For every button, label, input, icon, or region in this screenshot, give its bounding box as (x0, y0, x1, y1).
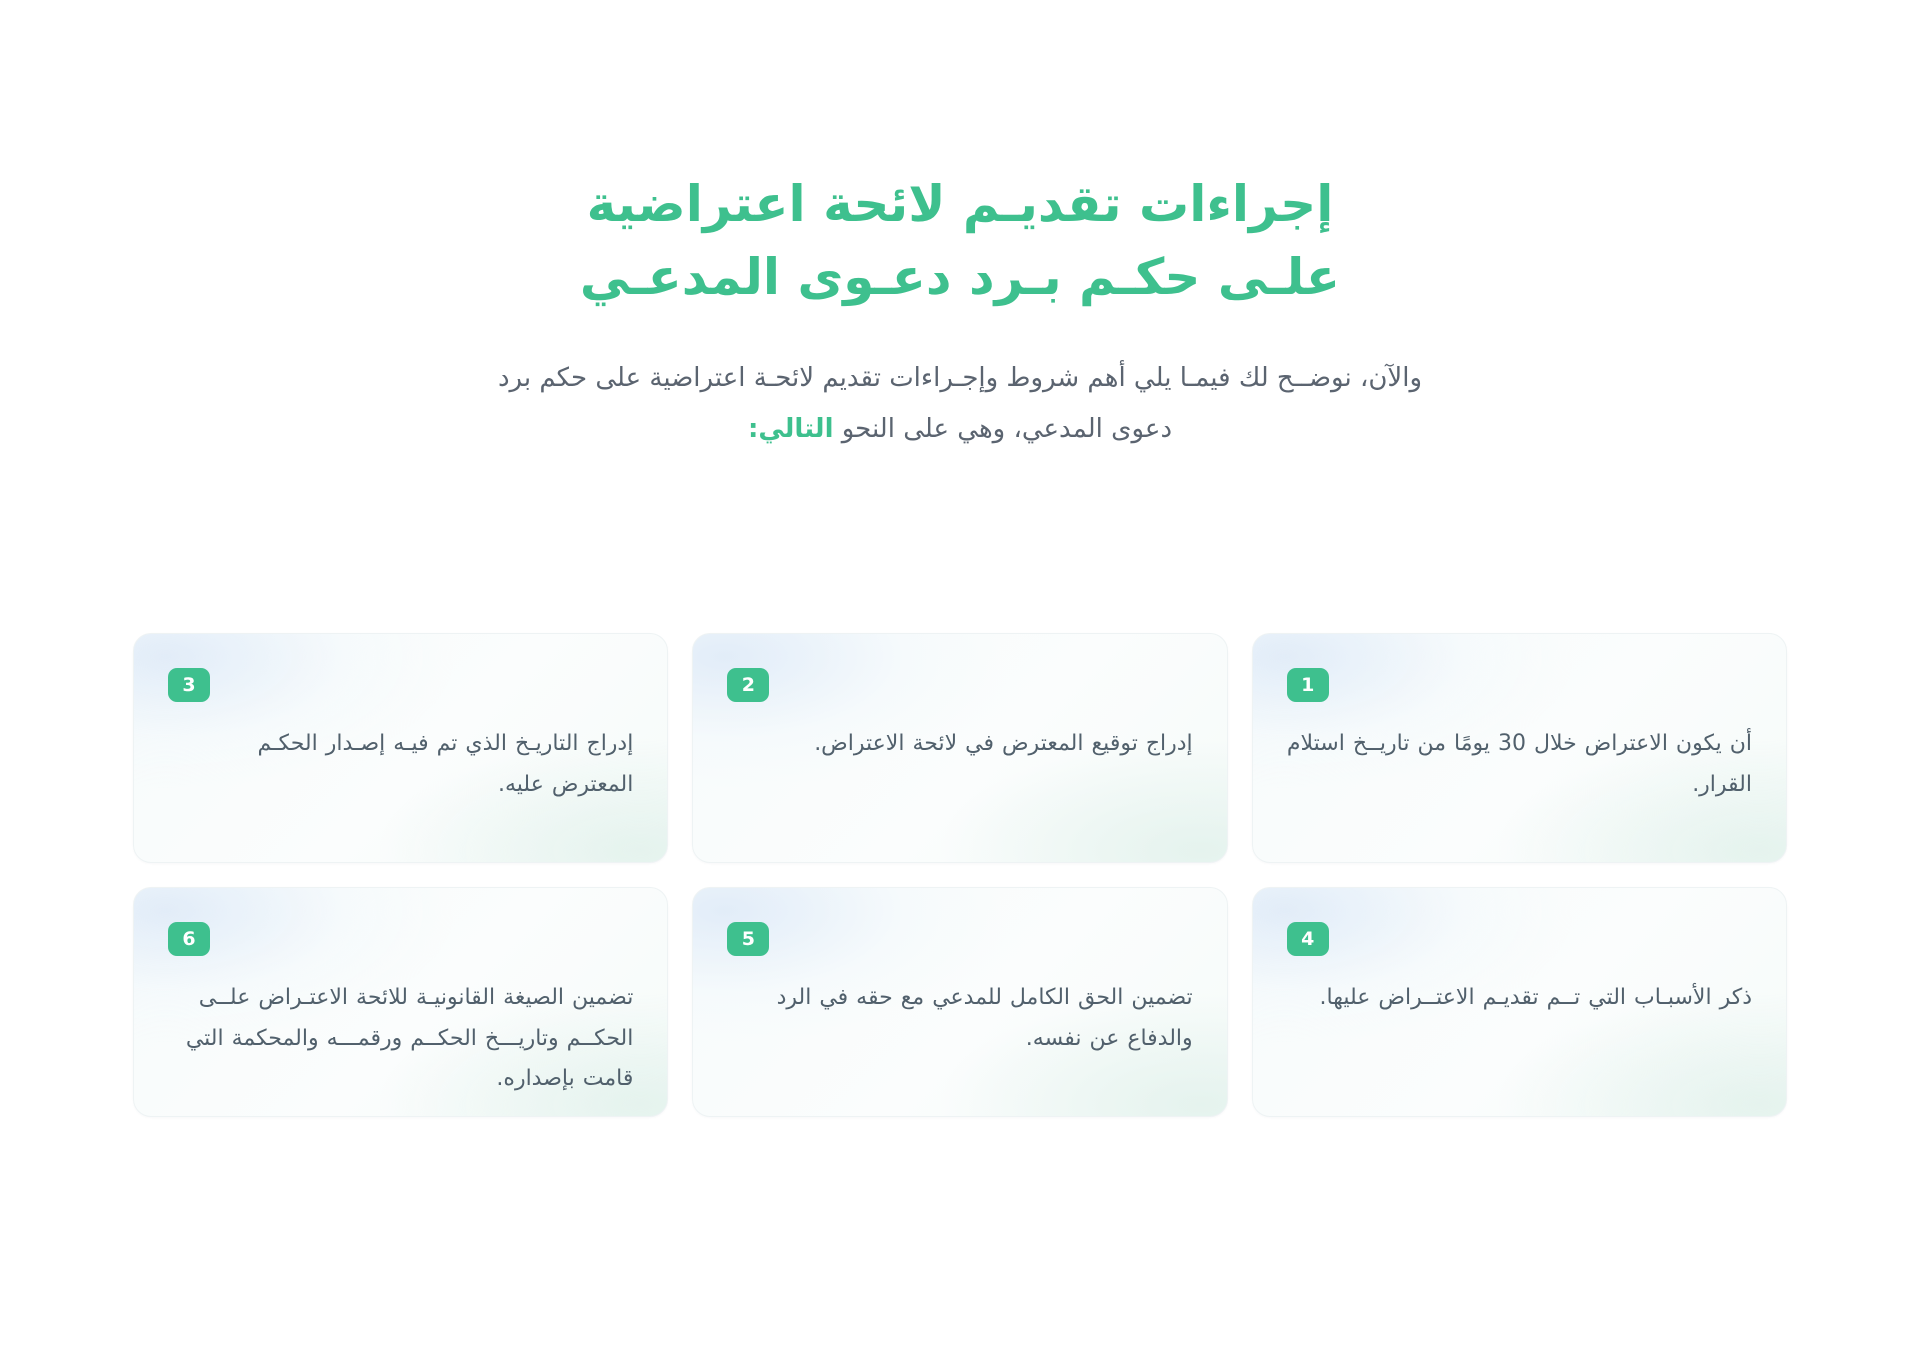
page-title (460, 168, 1460, 313)
card-text: تضمين الصيغة القانونيـة للائحة الاعتـراض علــى الحكــم وتاريـــخ الحكــم ورقمـــه والمحكمة التي قامت بإصداره. (185, 985, 634, 1092)
page-header (0, 0, 1920, 454)
card-text: إدراج التاريـخ الذي تم فيـه إصـدار الحكـم المعترض عليه. (257, 731, 634, 797)
card-6 (133, 887, 668, 1117)
card-4 (1252, 887, 1787, 1117)
card-2 (692, 633, 1227, 863)
card-text: أن يكون الاعتراض خلال 30 يومًا من تاريــخ استلام القرار. (1286, 731, 1752, 797)
card-number-badge: 3 (168, 668, 210, 702)
page-title-line-1: إجراءات تقديـم لائحة اعتراضية (586, 175, 1334, 233)
page-title-line-2: علـى حكـم بـرد دعـوى المدعـي (579, 247, 1341, 306)
subtitle-accent-text: التالي: (747, 413, 834, 444)
page-subtitle (495, 353, 1425, 454)
card-number-badge: 6 (168, 922, 210, 956)
cards-grid (133, 633, 1787, 1117)
card-number-badge: 2 (727, 668, 769, 702)
subtitle-main-text: والآن، نوضــح لك فيمـا يلي أهم شروط وإجـراءات تقديم لائحـة اعتراضية على حكم برد دعوى المدعي، وهي على النحو (497, 363, 1423, 444)
card-text: ذكر الأسبـاب التي تــم تقديـم الاعتــراض عليها. (1319, 985, 1752, 1010)
card-5 (692, 887, 1227, 1117)
card-1 (1252, 633, 1787, 863)
card-number-badge: 4 (1287, 922, 1329, 956)
card-text: تضمين الحق الكامل للمدعي مع حقه في الرد والدفاع عن نفسه. (776, 985, 1193, 1051)
card-number-badge: 1 (1287, 668, 1329, 702)
card-text: إدراج توقيع المعترض في لائحة الاعتراض. (814, 731, 1193, 756)
card-3 (133, 633, 668, 863)
card-number-badge: 5 (727, 922, 769, 956)
